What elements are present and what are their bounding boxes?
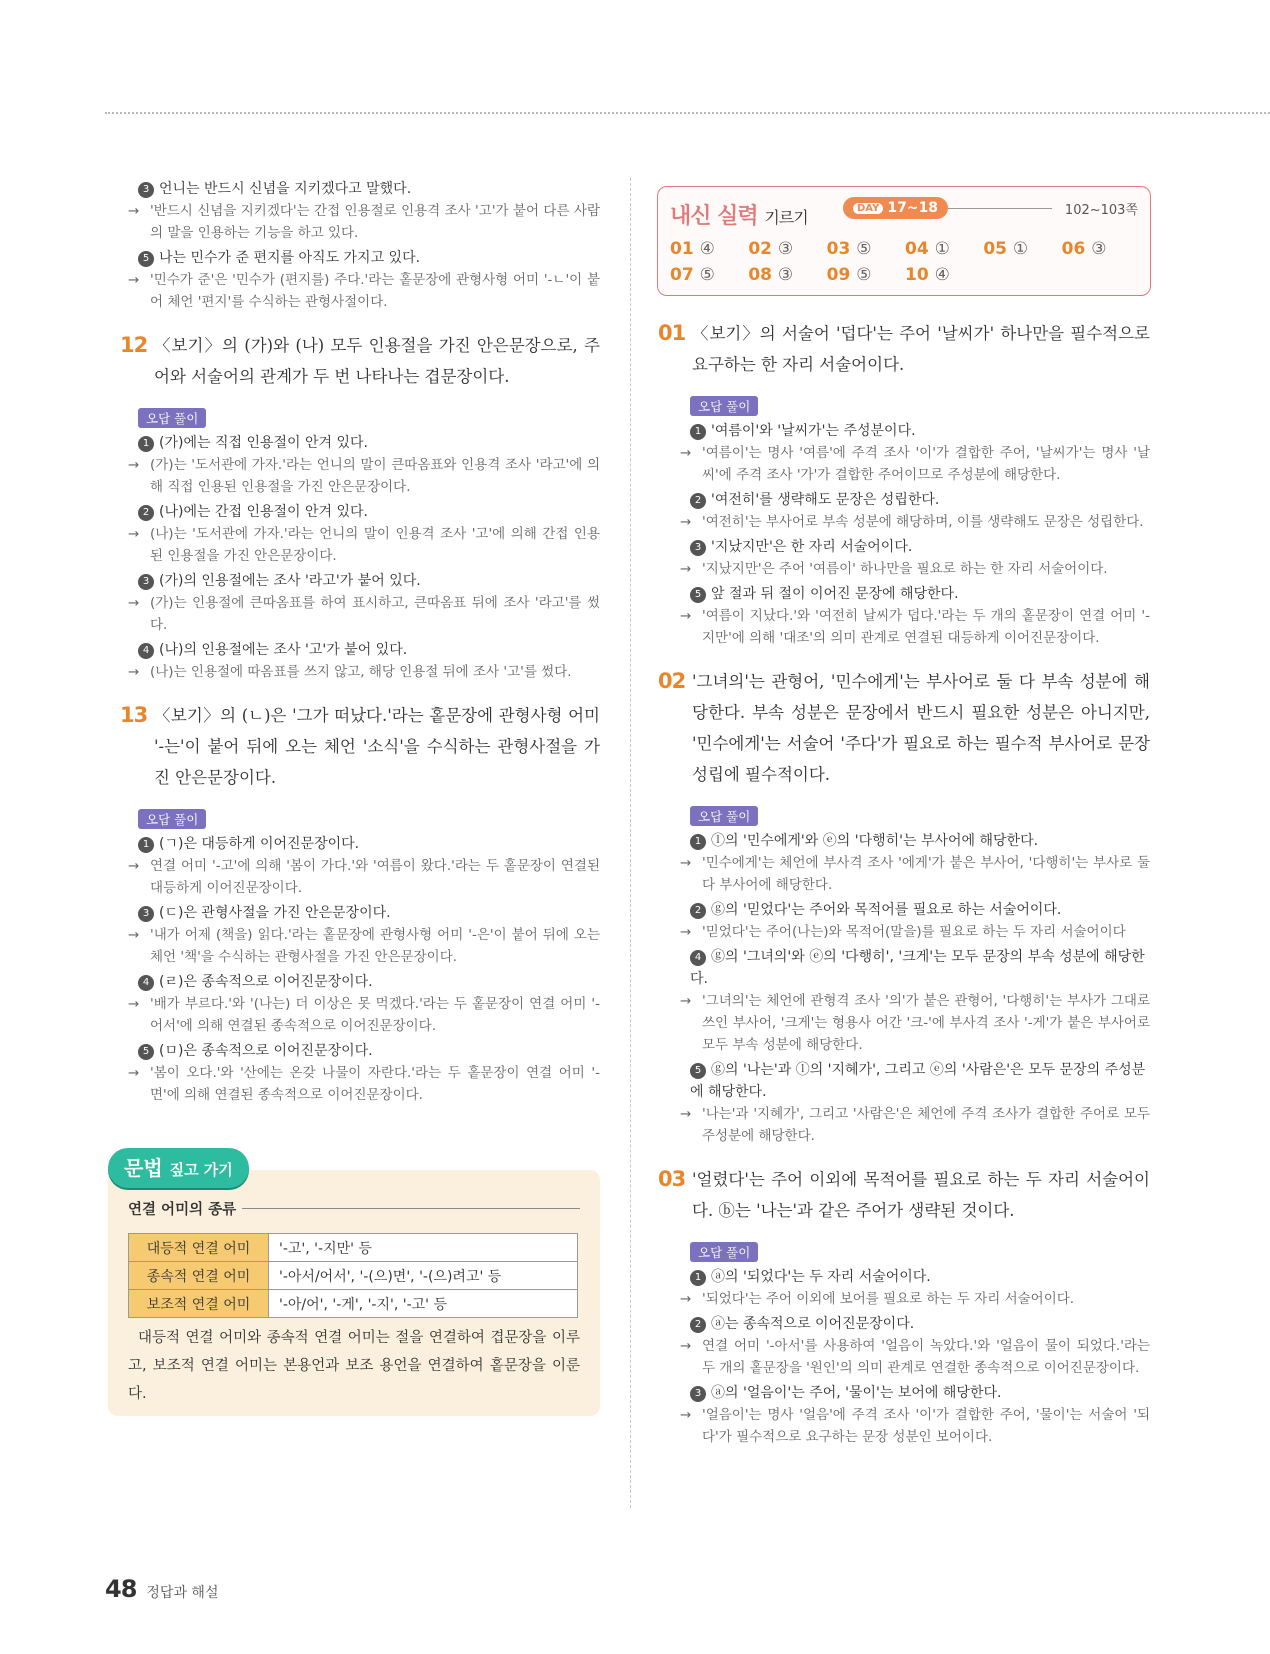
option-item: 4 (ㄹ)은 종속적으로 이어진문장이다. — [138, 971, 600, 993]
question-03 — [658, 1164, 1150, 1448]
title-rule — [242, 1208, 580, 1209]
circled-number: 2 — [690, 903, 706, 919]
question-answer-text: 〈보기〉의 서술어 '덥다'는 주어 '날씨가' 하나만을 필수적으로 요구하는 한 자리 서술어이다. — [692, 324, 1150, 374]
table-row: 보조적 연결 어미 '-아/어', '-게', '-지', '-고' 등 — [129, 1290, 578, 1318]
table-row: 종속적 연결 어미 '-아서/어서', '-(으)면', '-(으)려고' 등 — [129, 1262, 578, 1290]
ending-types-table — [128, 1233, 578, 1318]
option-item: 4 (나)의 인용절에는 조사 '고'가 붙어 있다. — [138, 639, 600, 661]
explanation: → '여름이'는 명사 '여름'에 주격 조사 '이'가 결합한 주어, '날씨가'는 명사 '날씨'에 주격 조사 '가'가 결합한 주어이므로 주성분에 해당한다. — [680, 442, 1150, 486]
explanation: → '믿었다'는 주어(나는)와 목적어(말을)를 필요로 하는 두 자리 서술어이다 — [680, 921, 1150, 943]
arrow-icon: → — [680, 993, 692, 1009]
question-number: 12 — [120, 333, 148, 357]
option-item: 5 앞 절과 뒤 절이 이어진 문장에 해당한다. — [690, 583, 1150, 605]
explanation: → (가)는 인용절에 큰따옴표를 하여 표시하고, 큰따옴표 뒤에 조사 '라고'를 썼다. — [128, 592, 600, 636]
explanation: → (나)는 '도서관에 가자.'라는 언니의 말이 인용격 조사 '고'에 의해 간접 인용된 인용절을 가진 안은문장이다. — [128, 523, 600, 567]
answer-item: 05 ① — [983, 239, 1029, 259]
arrow-icon: → — [680, 1106, 692, 1122]
explanation: → '내가 어제 (책을) 읽다.'라는 홑문장에 관형사형 어미 '-은'이 붙어 뒤에 오는 체언 '책'을 수식하는 관형사절을 가진 안은문장이다. — [128, 924, 600, 968]
answer-item: 06 ③ — [1061, 239, 1107, 259]
footer-label: 정답과 해설 — [146, 1585, 219, 1601]
page-footer — [105, 1575, 218, 1603]
question-answer-text: 〈보기〉의 (ㄴ)은 '그가 떠났다.'라는 홑문장에 관형사형 어미 '-는'이 붙어 뒤에 오는 체언 '소식'을 수식하는 관형사절을 가진 안은문장이다. — [154, 706, 600, 787]
explanation: → (나)는 인용절에 따옴표를 쓰지 않고, 해당 인용절 뒤에 조사 '고'를 썼다. — [128, 661, 600, 683]
explanation: → '얼음이'는 명사 '얼음'에 주격 조사 '이'가 결합한 주어, '물이'는 서술어 '되다'가 필수적으로 요구하는 문장 성분인 보어이다. — [680, 1404, 1150, 1448]
explanation: → '반드시 신념을 지키겠다'는 간접 인용절로 인용격 조사 '고'가 붙어 다른 사람의 말을 인용하는 기능을 하고 있다. — [128, 200, 600, 244]
arrow-icon: → — [128, 996, 140, 1012]
option-item: 1 (가)에는 직접 인용절이 안겨 있다. — [138, 432, 600, 454]
pre-items — [120, 178, 600, 313]
circled-number: 3 — [138, 182, 154, 198]
circled-number: 1 — [690, 1270, 706, 1286]
wrong-answer-tag: 오답 풀이 — [690, 396, 758, 416]
option-item: 5 나는 민수가 준 편지를 아직도 가지고 있다. — [138, 247, 600, 269]
option-item: 1 ⓛ의 '민수에게'와 ⓔ의 '다행히'는 부사어에 해당한다. — [690, 830, 1150, 852]
arrow-icon: → — [128, 664, 140, 680]
circled-number: 1 — [690, 424, 706, 440]
answer-item: 04 ① — [905, 239, 950, 259]
explanation: → '배가 부르다.'와 '(나는) 더 이상은 못 먹겠다.'라는 두 홑문장이 연결 어미 '-어서'에 의해 연결된 종속적으로 이어진문장이다. — [128, 993, 600, 1037]
option-item: 3 언니는 반드시 신념을 지키겠다고 말했다. — [138, 178, 600, 200]
arrow-icon: → — [680, 1407, 692, 1423]
arrow-icon: → — [128, 203, 140, 219]
left-column — [120, 178, 600, 1109]
grammar-paragraph: 대등적 연결 어미와 종속적 연결 어미는 절을 연결하여 겹문장을 이루고, 보조적 연결 어미는 본용언과 보조 용언을 연결하여 홑문장을 이룬다. — [128, 1330, 580, 1402]
page-number: 48 — [105, 1575, 137, 1603]
answer-item: 07 ⑤ — [670, 265, 715, 285]
explanation: → (가)는 '도서관에 가자.'라는 언니의 말이 큰따옴표와 인용격 조사 '라고'에 의해 직접 인용된 인용절을 가진 안은문장이다. — [128, 454, 600, 498]
answer-item: 02 ③ — [748, 239, 794, 259]
circled-number: 1 — [690, 834, 706, 850]
column-divider — [630, 178, 631, 1508]
circled-number: 5 — [690, 587, 706, 603]
circled-number: 2 — [138, 505, 154, 521]
explanation: → '여전히'는 부사어로 부속 성분에 해당하며, 이를 생략해도 문장은 성립한다. — [680, 511, 1150, 533]
circled-number: 5 — [690, 1063, 706, 1079]
table-row: 대등적 연결 어미 '-고', '-지만' 등 — [129, 1234, 578, 1262]
option-item: 4 ⓖ의 '그녀의'와 ⓔ의 '다행히', '크게'는 모두 문장의 부속 성분에 해당한다. — [690, 949, 1145, 987]
circled-number: 3 — [138, 574, 154, 590]
arrow-icon: → — [128, 526, 140, 542]
arrow-icon: → — [128, 595, 140, 611]
circled-number: 2 — [690, 493, 706, 509]
explanation: → '민수에게'는 체언에 부사격 조사 '에게'가 붙은 부사어, '다행히'는 부사로 둘 다 부사어에 해당한다. — [680, 852, 1150, 896]
circled-number: 5 — [138, 251, 154, 267]
answer-box-title: 내신 실력 기르기 — [670, 204, 808, 229]
question-number: 03 — [658, 1167, 686, 1191]
question-13 — [120, 700, 600, 1106]
arrow-icon: → — [128, 1065, 140, 1081]
option-item: 5 (ㅁ)은 종속적으로 이어진문장이다. — [138, 1040, 600, 1062]
arrow-icon: → — [680, 561, 692, 577]
option-item: 5 ⓖ의 '나는'과 ⓛ의 '지혜가', 그리고 ⓔ의 '사람은'은 모두 문장의 주성분에 해당한다. — [690, 1062, 1146, 1100]
explanation: → '그녀의'는 체언에 관형격 조사 '의'가 붙은 관형어, '다행히'는 부사가 그대로 쓰인 부사어, '크게'는 형용사 어간 '크-'에 부사격 조사 '-게'가 붙은 부사어로 모두 부속 성분에 해당한다. — [680, 990, 1150, 1056]
grammar-badge: 문법 짚고 가기 — [108, 1148, 249, 1188]
page-range: 102~103쪽 — [1064, 203, 1138, 218]
circled-number: 3 — [138, 906, 154, 922]
answer-item: 09 ⑤ — [826, 265, 872, 285]
explanation: → 연결 어미 '-아서'를 사용하여 '얼음이 녹았다.'와 '얼음이 물이 되었다.'라는 두 개의 홑문장을 '원인'의 의미 관계로 연결한 종속적으로 이어진문장이다. — [680, 1335, 1150, 1379]
explanation: → '지났지만'은 주어 '여름이' 하나만을 필요로 하는 한 자리 서술어이다. — [680, 558, 1150, 580]
arrow-icon: → — [680, 855, 692, 871]
wrong-answer-tag: 오답 풀이 — [138, 408, 206, 428]
option-item: 1 (ㄱ)은 대등하게 이어진문장이다. — [138, 833, 600, 855]
option-item: 3 ⓐ의 '얼음이'는 주어, '물이'는 보어에 해당한다. — [690, 1382, 1150, 1404]
option-item: 1 '여름이'와 '날씨가'는 주성분이다. — [690, 420, 1150, 442]
answer-item: 08 ③ — [748, 265, 794, 285]
circled-number: 1 — [138, 436, 154, 452]
circled-number: 4 — [138, 643, 154, 659]
option-item: 3 (ㄷ)은 관형사절을 가진 안은문장이다. — [138, 902, 600, 924]
circled-number: 5 — [138, 1044, 154, 1060]
wrong-answer-tag: 오답 풀이 — [690, 806, 758, 826]
option-item: 3 (가)의 인용절에는 조사 '라고'가 붙어 있다. — [138, 570, 600, 592]
explanation: → '민수가 준'은 '민수가 (편지를) 주다.'라는 홑문장에 관형사형 어미 '-ㄴ'이 붙어 체언 '편지'를 수식하는 관형사절이다. — [128, 269, 600, 313]
question-number: 02 — [658, 669, 686, 693]
explanation: → '나는'과 '지혜가', 그리고 '사람은'은 체언에 주격 조사가 결합한 주어로 모두 주성분에 해당한다. — [680, 1103, 1150, 1147]
circled-number: 1 — [138, 837, 154, 853]
circled-number: 3 — [690, 540, 706, 556]
question-number: 13 — [120, 703, 148, 727]
option-item: 2 '여전히'를 생략해도 문장은 성립한다. — [690, 489, 1150, 511]
answer-grid — [670, 239, 1140, 285]
wrong-answer-tag: 오답 풀이 — [690, 1242, 758, 1262]
explanation: → 연결 어미 '-고'에 의해 '봄이 가다.'와 '여름이 왔다.'라는 두 홑문장이 연결된 대등하게 이어진문장이다. — [128, 855, 600, 899]
answer-item: 03 ⑤ — [826, 239, 872, 259]
circled-number: 3 — [690, 1386, 706, 1402]
explanation: → '여름이 지났다.'와 '여전히 날씨가 덥다.'라는 두 개의 홑문장이 연결 어미 '-지만'에 의해 '대조'의 의미 관계로 연결된 대등하게 이어진문장이다. — [680, 605, 1150, 649]
arrow-icon: → — [680, 445, 692, 461]
top-dotted-rule — [105, 112, 1270, 114]
arrow-icon: → — [680, 514, 692, 530]
question-answer-text: '얼렸다'는 주어 이외에 목적어를 필요로 하는 두 자리 서술어이다. ⓑ는 '나는'과 같은 주어가 생략된 것이다. — [692, 1170, 1150, 1220]
question-02 — [658, 666, 1150, 1147]
question-answer-text: '그녀의'는 관형어, '민수에게'는 부사어로 둘 다 부속 성분에 해당한다. 부속 성분은 문장에서 반드시 필요한 성분은 아니지만, '민수에게'는 서술어 '주다'가 필요로 하는 필수적 부사어로 문장 성립에 필수적이다. — [692, 672, 1150, 784]
arrow-icon: → — [128, 927, 140, 943]
answer-key-box — [657, 186, 1151, 296]
option-item: 2 (나)에는 간접 인용절이 안겨 있다. — [138, 501, 600, 523]
option-item: 1 ⓐ의 '되었다'는 두 자리 서술어이다. — [690, 1266, 1150, 1288]
day-connector-line — [948, 208, 1052, 209]
arrow-icon: → — [128, 858, 140, 874]
option-item: 2 ⓖ의 '믿었다'는 주어와 목적어를 필요로 하는 서술어이다. — [690, 899, 1150, 921]
right-column — [658, 312, 1150, 1451]
day-badge: DAY 17~18 — [843, 197, 948, 219]
grammar-title: 연결 어미의 종류 — [128, 1198, 580, 1219]
arrow-icon: → — [680, 1338, 692, 1354]
question-01 — [658, 318, 1150, 649]
explanation: → '봄이 오다.'와 '산에는 온갖 나물이 자란다.'라는 두 홑문장이 연결 어미 '-면'에 의해 연결된 종속적으로 이어진문장이다. — [128, 1062, 600, 1106]
arrow-icon: → — [680, 1291, 692, 1307]
question-12 — [120, 330, 600, 683]
arrow-icon: → — [128, 457, 140, 473]
question-answer-text: 〈보기〉의 (가)와 (나) 모두 인용절을 가진 안은문장으로, 주어와 서술어의 관계가 두 번 나타나는 겹문장이다. — [154, 336, 600, 386]
option-item: 2 ⓐ는 종속적으로 이어진문장이다. — [690, 1313, 1150, 1335]
option-item: 3 '지났지만'은 한 자리 서술어이다. — [690, 536, 1150, 558]
circled-number: 4 — [138, 975, 154, 991]
wrong-answer-tag: 오답 풀이 — [138, 809, 206, 829]
arrow-icon: → — [680, 924, 692, 940]
arrow-icon: → — [680, 608, 692, 624]
arrow-icon: → — [128, 272, 140, 288]
explanation: → '되었다'는 주어 이외에 보어를 필요로 하는 두 자리 서술어이다. — [680, 1288, 1150, 1310]
answer-item: 10 ④ — [905, 265, 950, 285]
answer-item: 01 ④ — [670, 239, 715, 259]
grammar-note-box — [108, 1156, 600, 1416]
circled-number: 2 — [690, 1317, 706, 1333]
circled-number: 4 — [690, 950, 706, 966]
question-number: 01 — [658, 321, 686, 345]
